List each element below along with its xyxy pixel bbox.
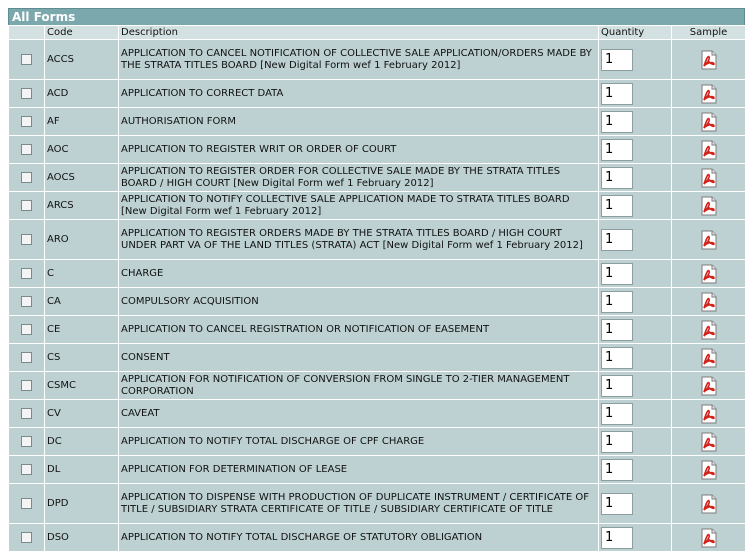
quantity-cell [599,456,672,484]
sample-cell [672,192,746,220]
form-description: APPLICATION TO NOTIFY TOTAL DISCHARGE OF CPF CHARGE [119,428,599,456]
form-code: ACD [45,80,119,108]
select-cell [9,456,45,484]
form-code: CE [45,316,119,344]
pdf-icon[interactable] [699,494,719,514]
column-header-code: Code [45,26,119,40]
all-forms-panel [8,8,745,558]
table-row [9,136,746,164]
select-cell [9,220,45,260]
quantity-cell [599,136,672,164]
form-description: APPLICATION TO CANCEL REGISTRATION OR NOTIFICATION OF EASEMENT [119,316,599,344]
form-code: DL [45,456,119,484]
quantity-input[interactable] [601,167,633,189]
table-row [9,372,746,400]
row-checkbox[interactable] [21,172,32,183]
table-row [9,288,746,316]
row-checkbox[interactable] [21,234,32,245]
pdf-icon[interactable] [699,348,719,368]
pdf-icon[interactable] [699,528,719,548]
form-description: CONSENT [119,344,599,372]
form-description: APPLICATION FOR NOTIFICATION OF CONVERSION FROM SINGLE TO 2-TIER MANAGEMENT CORPORATION [119,372,599,400]
quantity-cell [599,80,672,108]
pdf-icon[interactable] [699,140,719,160]
form-code: CV [45,400,119,428]
panel-title: All Forms [8,8,745,25]
quantity-input[interactable] [601,49,633,71]
quantity-input[interactable] [601,347,633,369]
form-description: APPLICATION TO REGISTER WRIT OR ORDER OF COURT [119,136,599,164]
table-row [9,80,746,108]
sample-cell [672,220,746,260]
pdf-icon[interactable] [699,376,719,396]
quantity-cell [599,108,672,136]
row-checkbox[interactable] [21,464,32,475]
row-checkbox[interactable] [21,324,32,335]
sample-cell [672,288,746,316]
form-description: APPLICATION TO DISPENSE WITH PRODUCTION OF DUPLICATE INSTRUMENT / CERTIFICATE OF TITLE / SUBSIDIARY STRATA CERTIFICATE OF TITLE / SUBSIDIARY CERTIFICATE OF TITLE [119,484,599,524]
form-code: AOC [45,136,119,164]
row-checkbox[interactable] [21,88,32,99]
table-row [9,484,746,524]
table-row [9,192,746,220]
sample-cell [672,136,746,164]
quantity-input[interactable] [601,139,633,161]
form-description: APPLICATION TO CANCEL NOTIFICATION OF COLLECTIVE SALE APPLICATION/ORDERS MADE BY THE STRATA TITLES BOARD [New Digital Form wef 1 February 2012] [119,40,599,80]
row-checkbox[interactable] [21,498,32,509]
table-row [9,40,746,80]
form-description: CAVEAT [119,400,599,428]
pdf-icon[interactable] [699,292,719,312]
form-description: CHARGE [119,260,599,288]
quantity-input[interactable] [601,431,633,453]
sample-cell [672,524,746,552]
form-code: C [45,260,119,288]
quantity-input[interactable] [601,263,633,285]
form-code: ACCS [45,40,119,80]
select-cell [9,40,45,80]
form-code: AOCS [45,164,119,192]
select-cell [9,192,45,220]
quantity-input[interactable] [601,83,633,105]
select-cell [9,288,45,316]
pdf-icon[interactable] [699,50,719,70]
form-code: CA [45,288,119,316]
table-row [9,260,746,288]
form-description: APPLICATION FOR DETERMINATION OF LEASE [119,456,599,484]
quantity-cell [599,316,672,344]
pdf-icon[interactable] [699,112,719,132]
quantity-input[interactable] [601,195,633,217]
quantity-cell [599,344,672,372]
quantity-cell [599,288,672,316]
row-checkbox[interactable] [21,352,32,363]
quantity-cell [599,192,672,220]
quantity-input[interactable] [601,319,633,341]
select-cell [9,372,45,400]
quantity-cell [599,428,672,456]
table-row [9,220,746,260]
pdf-icon[interactable] [699,432,719,452]
form-description: AUTHORISATION FORM [119,108,599,136]
row-checkbox[interactable] [21,144,32,155]
pdf-icon[interactable] [699,264,719,284]
quantity-input[interactable] [601,375,633,397]
form-description: APPLICATION TO REGISTER ORDERS MADE BY THE STRATA TITLES BOARD / HIGH COURT UNDER PART VA OF THE LAND TITLES (STRATA) ACT [New Digital Form wef 1 February 2012] [119,220,599,260]
form-code: ARO [45,220,119,260]
form-description: APPLICATION TO CORRECT DATA [119,80,599,108]
table-row [9,344,746,372]
select-cell [9,524,45,552]
column-header-sample: Sample [672,26,746,40]
quantity-cell [599,484,672,524]
table-row [9,428,746,456]
form-description: COMPULSORY ACQUISITION [119,288,599,316]
form-code: CSMC [45,372,119,400]
pdf-icon[interactable] [699,196,719,216]
sample-cell [672,316,746,344]
pdf-icon[interactable] [699,404,719,424]
select-cell [9,164,45,192]
form-description: APPLICATION TO NOTIFY TOTAL DISCHARGE OF STATUTORY OBLIGATION [119,524,599,552]
quantity-cell [599,400,672,428]
column-header-quantity: Quantity [599,26,672,40]
select-cell [9,80,45,108]
form-code: DC [45,428,119,456]
quantity-cell [599,220,672,260]
sample-cell [672,80,746,108]
form-code: ARCS [45,192,119,220]
table-row [9,316,746,344]
select-cell [9,484,45,524]
sample-cell [672,428,746,456]
quantity-cell [599,40,672,80]
form-code: CS [45,344,119,372]
table-row [9,524,746,552]
form-code: AF [45,108,119,136]
select-cell [9,400,45,428]
sample-cell [672,400,746,428]
row-checkbox[interactable] [21,436,32,447]
quantity-cell [599,164,672,192]
quantity-input[interactable] [601,459,633,481]
sample-cell [672,344,746,372]
sample-cell [672,108,746,136]
forms-table [8,25,745,552]
row-checkbox[interactable] [21,532,32,543]
table-row [9,400,746,428]
row-checkbox[interactable] [21,116,32,127]
quantity-input[interactable] [601,111,633,133]
quantity-cell [599,260,672,288]
sample-cell [672,372,746,400]
select-cell [9,136,45,164]
form-code: DSO [45,524,119,552]
row-checkbox[interactable] [21,200,32,211]
form-description: APPLICATION TO NOTIFY COLLECTIVE SALE APPLICATION MADE TO STRATA TITLES BOARD [New Digital Form wef 1 February 2012] [119,192,599,220]
select-cell [9,428,45,456]
sample-cell [672,484,746,524]
table-row [9,164,746,192]
pdf-icon[interactable] [699,320,719,340]
quantity-input[interactable] [601,493,633,515]
sample-cell [672,40,746,80]
column-header-select [9,26,45,40]
table-header-row [9,26,746,40]
form-description: APPLICATION TO REGISTER ORDER FOR COLLECTIVE SALE MADE BY THE STRATA TITLES BOARD / HIGH COURT [New Digital Form wef 1 February 2012] [119,164,599,192]
pdf-icon[interactable] [699,230,719,250]
row-checkbox[interactable] [21,268,32,279]
select-cell [9,316,45,344]
sample-cell [672,164,746,192]
quantity-input[interactable] [601,403,633,425]
form-code: DPD [45,484,119,524]
column-header-description: Description [119,26,599,40]
quantity-input[interactable] [601,291,633,313]
table-row [9,108,746,136]
row-checkbox[interactable] [21,296,32,307]
sample-cell [672,456,746,484]
select-cell [9,344,45,372]
row-checkbox[interactable] [21,408,32,419]
select-cell [9,108,45,136]
quantity-cell [599,524,672,552]
quantity-input[interactable] [601,229,633,251]
select-cell [9,260,45,288]
quantity-cell [599,372,672,400]
quantity-input[interactable] [601,527,633,549]
table-row [9,456,746,484]
pdf-icon[interactable] [699,168,719,188]
pdf-icon[interactable] [699,460,719,480]
row-checkbox[interactable] [21,54,32,65]
pdf-icon[interactable] [699,84,719,104]
sample-cell [672,260,746,288]
row-checkbox[interactable] [21,380,32,391]
